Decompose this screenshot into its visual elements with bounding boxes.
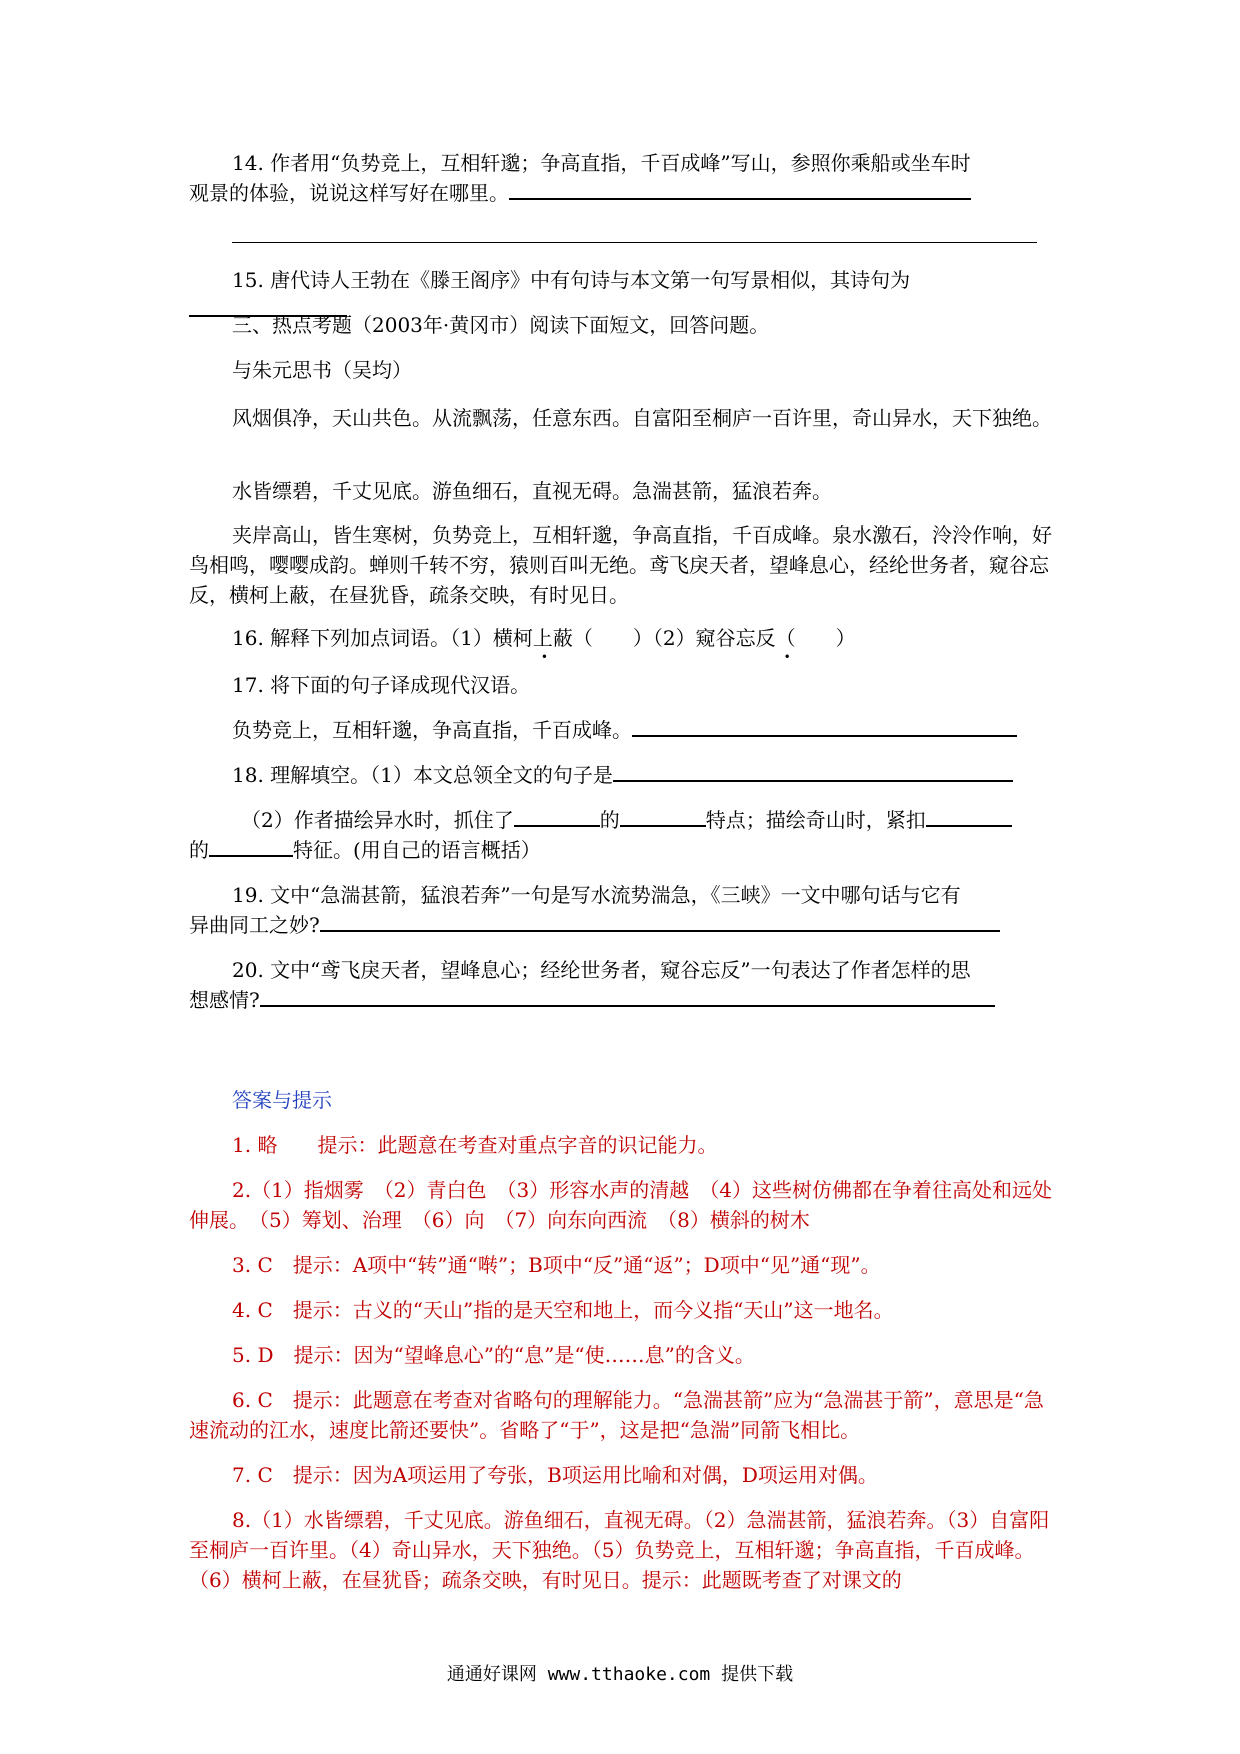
section-heading-3 — [189, 310, 1057, 340]
answer-4 — [189, 1295, 1057, 1325]
page-footer — [0, 1660, 1240, 1686]
question-14-cont — [189, 178, 1057, 208]
question-18 — [189, 760, 1057, 790]
q14-line2: 观景的体验，说说这样写好在哪里。 — [189, 181, 509, 205]
answer-blank-20[interactable] — [260, 985, 995, 1007]
q19-line2: 异曲同工之妙? — [189, 913, 320, 937]
answer-7-text: 7. C 提示：因为A项运用了夸张，B项运用比喻和对偶，D项运用对偶。 — [232, 1463, 878, 1487]
para2-text: 水皆缥碧，千丈见底。游鱼细石，直视无碍。急湍甚箭，猛浪若奔。 — [232, 479, 832, 503]
question-20 — [189, 955, 1057, 985]
passage-paragraph-1 — [189, 403, 1057, 433]
answer-blank-18-2d[interactable] — [209, 835, 293, 857]
passage-title — [189, 355, 1057, 385]
q20-line2: 想感情? — [189, 988, 260, 1012]
answer-8 — [189, 1505, 1057, 1595]
q16-dotted-word-2: 反 — [755, 626, 776, 650]
q17-text: 17. 将下面的句子译成现代汉语。 — [232, 673, 531, 697]
q16-text-c: （ ） — [775, 626, 856, 650]
q20-line1: 20. 文中“鸢飞戾天者，望峰息心；经纶世务者，窥谷忘反”一句表达了作者怎样的思 — [232, 958, 971, 982]
answer-blank-18-1[interactable] — [613, 760, 1013, 782]
answer-blank-17[interactable] — [632, 715, 1017, 737]
answer-blank-18-2c[interactable] — [926, 805, 1012, 827]
answer-6-text: 6. C 提示：此题意在考查对省略句的理解能力。“急湍甚箭”应为“急湍甚于箭”，意思是“急速流动的江水，速度比箭还要快”。省略了“于”，这是把“急湍”同箭飞相比。 — [189, 1388, 1044, 1442]
q18-2-text-e: 特征。(用自己的语言概括） — [293, 838, 541, 862]
answer-blank-18-2b[interactable] — [620, 805, 706, 827]
q18-text: 18. 理解填空。（1）本文总领全文的句子是 — [232, 763, 613, 787]
question-17-sentence — [189, 715, 1057, 745]
q16-text-a: 16. 解释下列加点词语。（1）横 — [232, 626, 513, 650]
q16-text-b: 上蔽（ ）（2）窥谷忘 — [532, 626, 756, 650]
answer-5 — [189, 1340, 1057, 1370]
section3-text: 三、热点考题（2003年·黄冈市）阅读下面短文，回答问题。 — [232, 313, 770, 337]
q15-text: 15. 唐代诗人王勃在《滕王阁序》中有句诗与本文第一句写景相似，其诗句为 — [232, 268, 911, 292]
question-19-cont — [189, 910, 1057, 940]
answers-heading — [189, 1085, 1057, 1115]
answer-4-text: 4. C 提示：古义的“天山”指的是天空和地上，而今义指“天山”这一地名。 — [232, 1298, 894, 1322]
answer-line-14b[interactable] — [232, 242, 1037, 243]
q16-dotted-word-1: 柯 — [512, 626, 533, 650]
para1-text: 风烟俱净，天山共色。从流飘荡，任意东西。自富阳至桐庐一百许里，奇山异水，天下独绝。 — [232, 406, 1052, 430]
footer-text: 通通好课网 www.tthaoke.com 提供下载 — [446, 1664, 794, 1685]
question-19 — [189, 880, 1057, 910]
q19-line1: 19. 文中“急湍甚箭，猛浪若奔”一句是写水流势湍急，《三峡》一文中哪句话与它有 — [232, 883, 961, 907]
answer-3 — [189, 1250, 1057, 1280]
question-16 — [189, 623, 1057, 653]
question-18-2-cont — [189, 835, 1057, 865]
answer-blank-14a[interactable] — [509, 178, 971, 200]
answer-2-text: 2.（1）指烟雾 （2）青白色 （3）形容水声的清越 （4）这些树仿佛都在争着往高处和远处伸展。 （5）筹划、治理 （6）向 （7）向东向西流 （8）横斜的树木 — [189, 1178, 1052, 1232]
answer-6 — [189, 1385, 1057, 1445]
answer-3-text: 3. C 提示：A项中“转”通“啭”；B项中“反”通“返”；D项中“见”通“现”。 — [232, 1253, 881, 1277]
q18-2-text-b: 的 — [599, 808, 620, 832]
q18-2-text-a: （2）作者描绘异水时，抓住了 — [241, 808, 514, 832]
answer-7 — [189, 1460, 1057, 1490]
answer-blank-18-2a[interactable] — [514, 805, 600, 827]
q18-2-text-c: 特点；描绘奇山时，紧扣 — [705, 808, 926, 832]
q14-line1: 14. 作者用“负势竞上，互相轩邈；争高直指，千百成峰”写山，参照你乘船或坐车时 — [232, 151, 971, 175]
answer-blank-19[interactable] — [320, 910, 1000, 932]
q17-sentence-text: 负势竞上，互相轩邈，争高直指，千百成峰。 — [232, 718, 632, 742]
question-20-cont — [189, 985, 1057, 1015]
para3-text: 夹岸高山，皆生寒树，负势竞上，互相轩邈，争高直指，千百成峰。泉水激石，泠泠作响，好鸟相鸣，嘤嘤成韵。蝉则千转不穷，猿则百叫无绝。鸢飞戾天者，望峰息心，经纶世务者，窥谷忘反，横柯上蔽，在昼犹昏，疏条交映，有时见日。 — [189, 523, 1052, 607]
answer-5-text: 5. D 提示：因为“望峰息心”的“息”是“使……息”的含义。 — [232, 1343, 755, 1367]
answer-1-text: 1. 略 提示：此题意在考查对重点字音的识记能力。 — [232, 1133, 718, 1157]
question-18-2 — [189, 805, 1057, 835]
passage-title-text: 与朱元思书（吴均） — [232, 358, 412, 382]
answer-1 — [189, 1130, 1057, 1160]
q18-2-text-d: 的 — [189, 838, 209, 862]
answer-2 — [189, 1175, 1057, 1235]
answers-heading-text: 答案与提示 — [232, 1088, 332, 1112]
question-17 — [189, 670, 1057, 700]
question-14 — [189, 148, 1057, 178]
passage-paragraph-2 — [189, 476, 1057, 506]
answer-8-text: 8.（1）水皆缥碧，千丈见底。游鱼细石，直视无碍。（2）急湍甚箭，猛浪若奔。（3）自富阳至桐庐一百许里。（4）奇山异水，天下独绝。（5）负势竞上，互相轩邈；争高直指，千百成峰。（6）横柯上蔽，在昼犹昏；疏条交映，有时见日。提示：此题既考查了对课文的 — [189, 1508, 1050, 1592]
passage-paragraph-3 — [189, 520, 1057, 610]
